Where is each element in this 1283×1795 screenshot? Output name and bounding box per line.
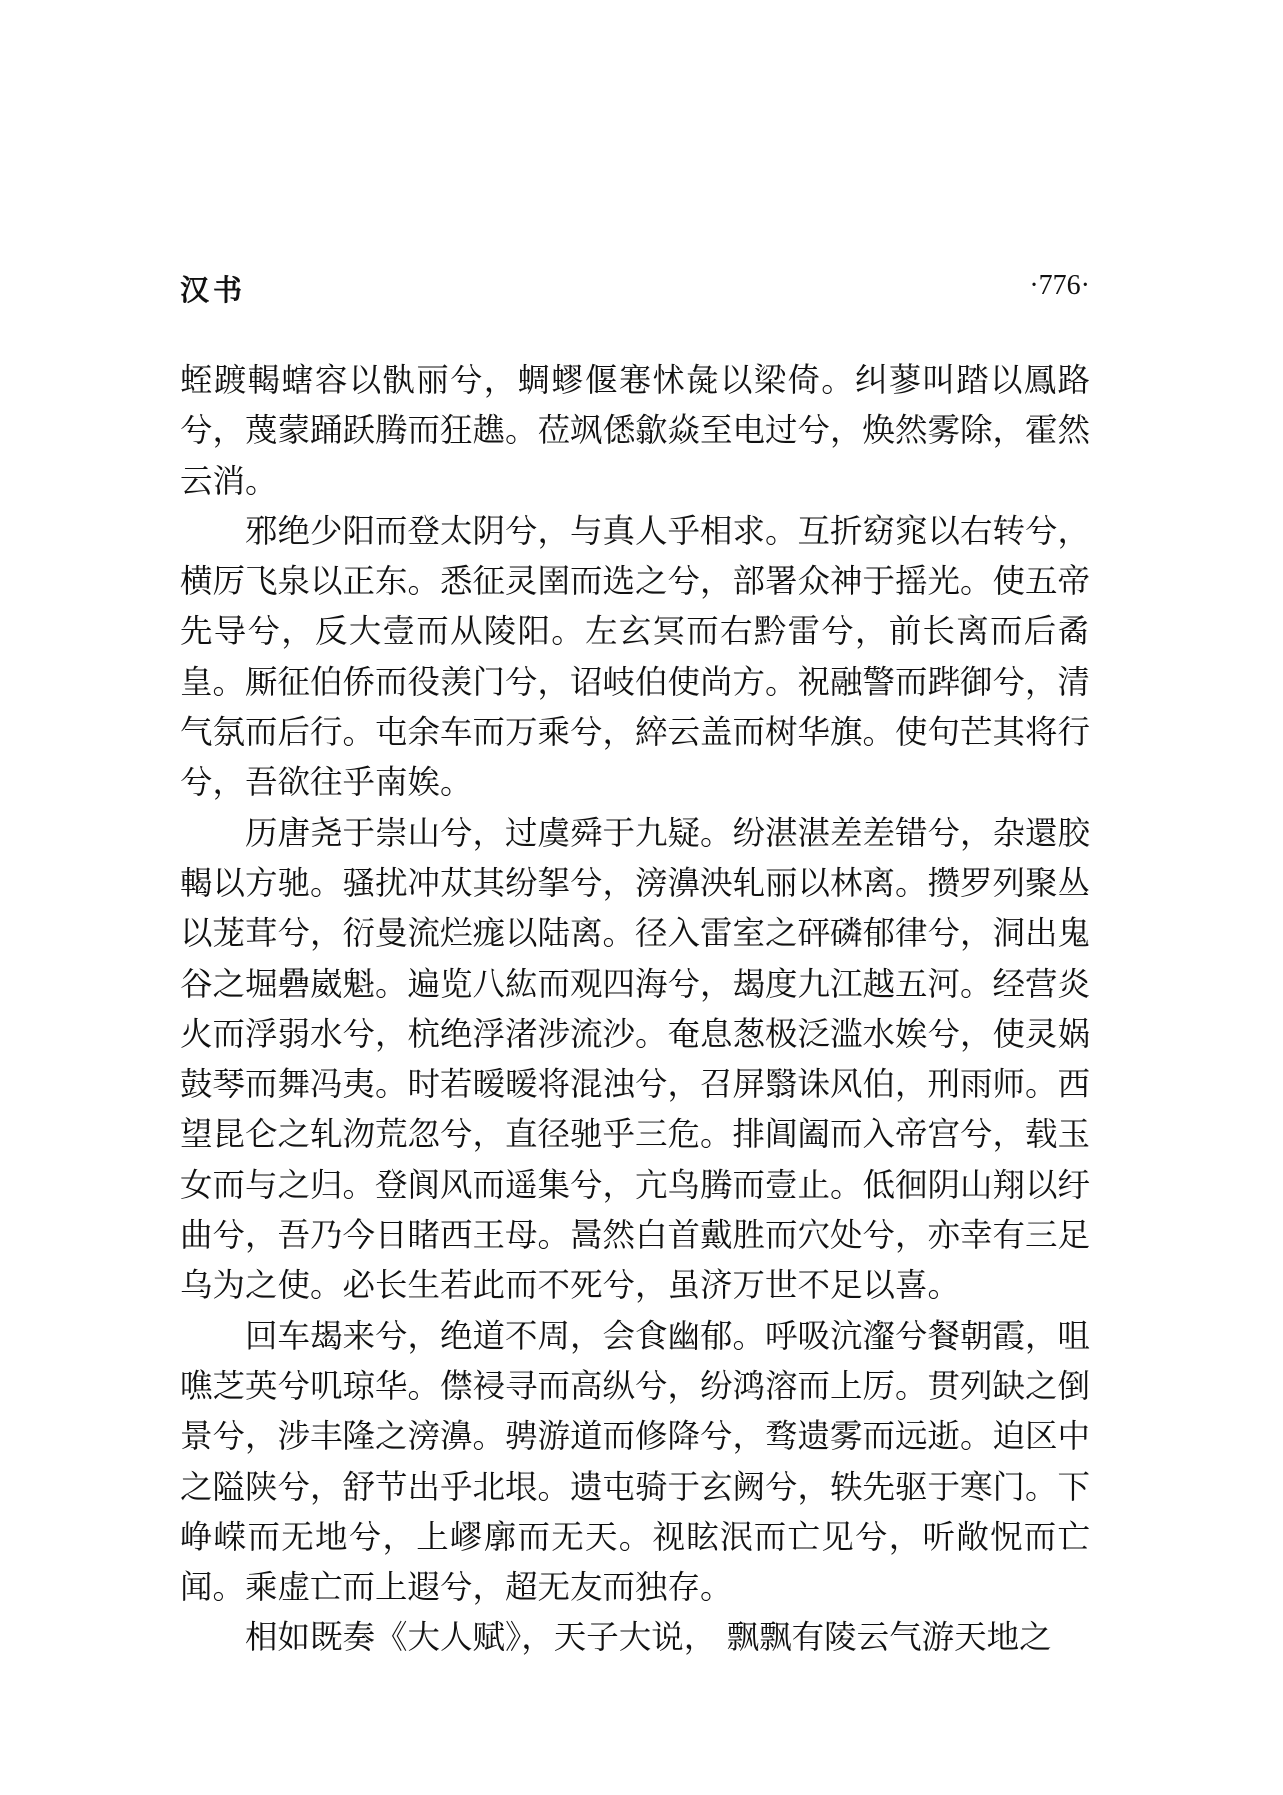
paragraph: 回车朅来兮，绝道不周，会食幽郁。呼吸沆瀣兮餐朝霞，咀噍芝英兮叽琼华。僸祲寻而高纵兮，纷鸿溶而上厉。贯列缺之倒景兮，涉丰隆之滂濞。骋游道而修降兮，骛遗雾而远逝。迫区中之隘陕兮，舒节出乎北垠。遗屯骑于玄阙兮，轶先驱于寒门。下峥嵘而无地兮，上嵺廓而无天。视眩泯而亡见兮，听敞怳而亡闻。乘虚亡而上遐兮，超无友而独存。: [180, 1316, 1091, 1607]
body-text: [180, 355, 1090, 1663]
paragraph: 历唐尧于崇山兮，过虞舜于九疑。纷湛湛差差错兮，杂還胶輵以方驰。骚扰冲苁其纷挐兮，滂濞泱轧丽以林离。攒罗列聚丛以茏茸兮，衍曼流烂痝以陆离。径入雷室之砰磷郁律兮，洞出鬼谷之堀礨崴魁。遍览八紘而观四海兮，朅度九江越五河。经营炎火而浮弱水兮，杭绝浮渚涉流沙。奄息葱极泛滥水娭兮，使灵娲鼓琴而舞冯夷。时若暧暧将混浊兮，召屏翳诛风伯，刑雨师。西望昆仑之轧沕荒忽兮，直径驰乎三危。排阊阖而入帝宫兮，载玉女而与之归。登阆风而遥集兮，亢鸟腾而壹止。低徊阴山翔以纡曲兮，吾乃今日睹西王母。暠然白首戴胜而穴处兮，亦幸有三足乌为之使。必长生若此而不死兮，虽济万世不足以喜。: [180, 813, 1091, 1305]
page-number: ·776·: [1029, 270, 1090, 301]
page-header: [180, 268, 1090, 308]
paragraph: 蛭踱輵螛容以骫丽兮，蜩蟉偃寋怵彘以梁倚。纠蓼叫踏以鳳路兮，蔑蒙踊跃腾而狂趭。莅飒僁歙焱至电过兮，焕然雾除，霍然云消。: [180, 361, 1091, 500]
paragraph: 相如既奏《大人赋》，天子大说， 飘飘有陵云气游天地之: [245, 1618, 1052, 1657]
paragraph: 邪绝少阳而登太阴兮，与真人乎相求。互折窈窕以右转兮，横厉飞泉以正东。悉征灵圉而选之兮，部署众神于摇光。使五帝先导兮，反大壹而从陵阳。左玄冥而右黔雷兮，前长离而后矞皇。厮征伯侨而役羡门兮，诏岐伯使尚方。祝融警而跸御兮，清气氛而后行。屯余车而万乘兮，綷云盖而树华旗。使句芒其将行兮，吾欲往乎南娭。: [180, 511, 1091, 802]
book-title: 汉书: [180, 273, 247, 307]
